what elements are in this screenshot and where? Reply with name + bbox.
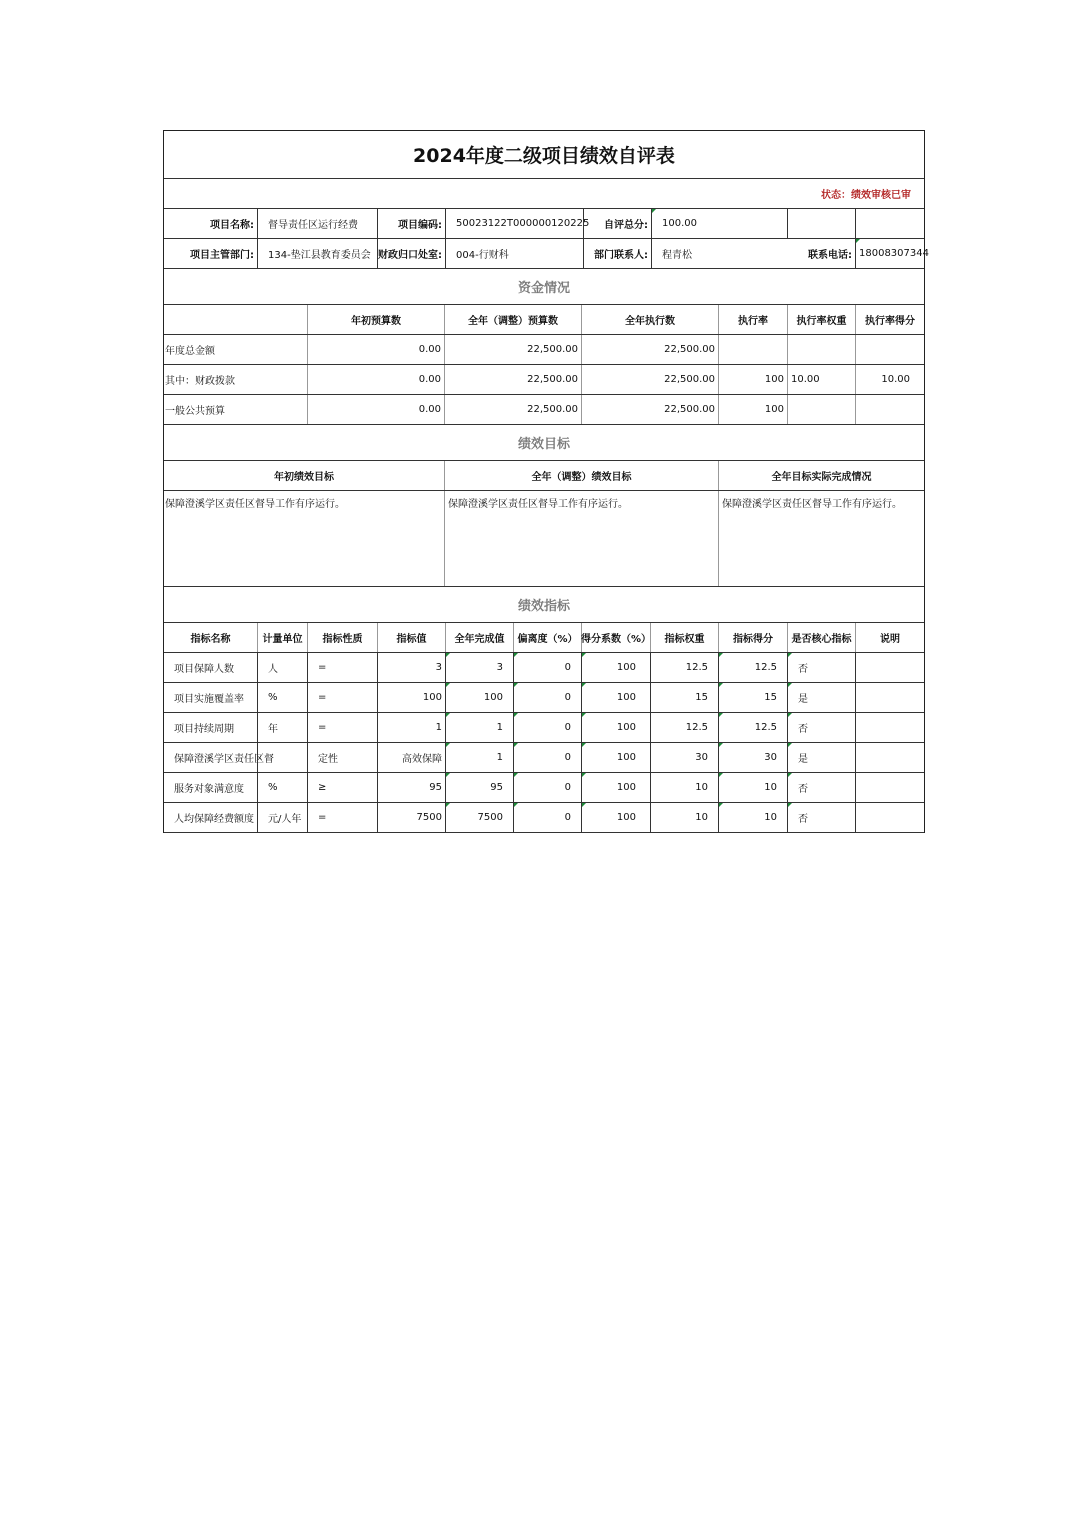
funds-cell — [855, 335, 924, 364]
self-score-label: 自评总分: — [583, 209, 651, 238]
ind-cell: 元/人年 — [257, 803, 307, 832]
ind-cell: 项目实施覆盖率 — [174, 694, 244, 705]
goals-header-0: 年初绩效目标 — [274, 472, 334, 483]
ind-cell: 12.5 — [650, 713, 718, 742]
project-name-value: 督导责任区运行经费 — [257, 209, 377, 238]
goal-initial: 保障澄溪学区责任区督导工作有序运行。 — [165, 499, 345, 510]
ind-header-10: 说明 — [855, 623, 924, 652]
funds-cell: 22,500.00 — [581, 365, 718, 394]
funds-cell: 0.00 — [307, 395, 444, 424]
ind-cell: 是 — [787, 743, 855, 772]
funds-row — [164, 335, 924, 365]
status-row — [164, 179, 924, 209]
ind-cell: = — [307, 713, 377, 742]
ind-cell: 10 — [718, 773, 787, 802]
ind-cell: 高效保障 — [377, 743, 445, 772]
ind-cell — [855, 683, 924, 712]
ind-cell: 0 — [513, 713, 581, 742]
indicator-row — [164, 683, 924, 713]
ind-cell: 30 — [650, 743, 718, 772]
ind-header-1: 计量单位 — [257, 623, 307, 652]
goal-actual: 保障澄溪学区责任区督导工作有序运行。 — [718, 491, 924, 586]
ind-cell: ≥ — [307, 773, 377, 802]
funds-cell: 其中：财政拨款 — [165, 376, 235, 387]
ind-header-5: 偏离度（%） — [513, 623, 581, 652]
ind-cell: % — [257, 683, 307, 712]
ind-cell: = — [307, 683, 377, 712]
ind-cell: 7500 — [377, 803, 445, 832]
ind-header-9: 是否核心指标 — [787, 623, 855, 652]
ind-cell — [855, 653, 924, 682]
funds-cell — [718, 335, 787, 364]
funds-cell: 22,500.00 — [444, 335, 581, 364]
ind-cell: 100 — [581, 683, 650, 712]
goal-adjusted: 保障澄溪学区责任区督导工作有序运行。 — [444, 491, 718, 586]
ind-header-6: 得分系数（%） — [581, 623, 650, 652]
ind-header-4: 全年完成值 — [445, 623, 513, 652]
indicators-section-title: 绩效指标 — [164, 587, 924, 623]
funds-cell: 100 — [718, 365, 787, 394]
ind-cell: 定性 — [307, 743, 377, 772]
ind-cell: 3 — [377, 653, 445, 682]
status-text: 状态：绩效审核已审 — [821, 190, 911, 201]
funds-header-1: 年初预算数 — [307, 305, 444, 334]
contact-label: 部门联系人: — [583, 239, 651, 268]
funds-cell: 年度总金额 — [165, 346, 215, 357]
funds-header-2: 全年（调整）预算数 — [444, 305, 581, 334]
ind-cell: 100 — [581, 713, 650, 742]
ind-cell — [257, 743, 307, 772]
ind-cell: 1 — [445, 743, 513, 772]
funds-section-title: 资金情况 — [164, 269, 924, 305]
ind-cell — [855, 743, 924, 772]
funds-cell: 0.00 — [307, 365, 444, 394]
ind-cell: 人均保障经费额度 — [174, 814, 254, 825]
funds-header-4: 执行率 — [718, 305, 787, 334]
ind-cell — [855, 773, 924, 802]
goals-section-title: 绩效目标 — [164, 425, 924, 461]
ind-cell: 3 — [445, 653, 513, 682]
goals-header-row — [164, 461, 924, 491]
ind-cell: 人 — [257, 653, 307, 682]
ind-cell: 保障澄溪学区责任区督 — [174, 754, 274, 765]
funds-cell: 22,500.00 — [581, 395, 718, 424]
ind-cell: 12.5 — [718, 653, 787, 682]
ind-cell: 否 — [787, 653, 855, 682]
indicators-header-row — [164, 623, 924, 653]
ind-cell: 100 — [377, 683, 445, 712]
funds-cell: 22,500.00 — [444, 395, 581, 424]
ind-cell: 7500 — [445, 803, 513, 832]
info-blank-1 — [787, 209, 855, 238]
ind-cell: 年 — [257, 713, 307, 742]
ind-cell: 否 — [787, 803, 855, 832]
funds-cell: 22,500.00 — [444, 365, 581, 394]
ind-cell: 100 — [581, 743, 650, 772]
ind-cell: 1 — [377, 713, 445, 742]
goals-values-row — [164, 491, 924, 587]
funds-cell — [787, 395, 855, 424]
ind-cell: 否 — [787, 773, 855, 802]
sheet-title: 2024年度二级项目绩效自评表 — [164, 131, 924, 179]
evaluation-sheet — [163, 130, 929, 833]
indicator-row — [164, 743, 924, 773]
ind-cell: 95 — [377, 773, 445, 802]
goals-header-1: 全年（调整）绩效目标 — [444, 461, 718, 490]
project-code-value: 50023122T000000120225 — [445, 209, 583, 238]
ind-cell: 0 — [513, 803, 581, 832]
dept-value: 134-垫江县教育委员会 — [257, 239, 377, 268]
ind-cell: = — [307, 803, 377, 832]
ind-cell — [855, 713, 924, 742]
ind-cell: 10 — [650, 803, 718, 832]
ind-cell: 0 — [513, 773, 581, 802]
ind-cell: 10 — [650, 773, 718, 802]
finance-label: 财政归口处室: — [377, 239, 445, 268]
ind-cell: 12.5 — [650, 653, 718, 682]
ind-cell: 0 — [513, 653, 581, 682]
indicator-row — [164, 713, 924, 743]
funds-cell: 0.00 — [307, 335, 444, 364]
ind-header-0: 指标名称 — [190, 634, 231, 645]
info-row-2 — [164, 239, 929, 269]
funds-cell: 100 — [718, 395, 787, 424]
ind-cell: 100 — [581, 653, 650, 682]
funds-row — [164, 395, 924, 425]
indicator-row — [164, 773, 924, 803]
funds-cell — [787, 335, 855, 364]
ind-cell: 10 — [718, 803, 787, 832]
funds-cell: 一般公共预算 — [165, 406, 225, 417]
ind-cell — [855, 803, 924, 832]
ind-cell: 95 — [445, 773, 513, 802]
ind-cell: = — [307, 653, 377, 682]
ind-header-3: 指标值 — [377, 623, 445, 652]
ind-cell: 项目保障人数 — [174, 664, 234, 675]
ind-cell: 100 — [445, 683, 513, 712]
funds-cell: 22,500.00 — [581, 335, 718, 364]
funds-header-6: 执行率得分 — [855, 305, 924, 334]
contact-value: 程青松 — [651, 239, 787, 268]
indicator-row — [164, 653, 924, 683]
project-code-label: 项目编码: — [377, 209, 445, 238]
ind-cell: 15 — [650, 683, 718, 712]
phone-label: 联系电话: — [808, 250, 852, 261]
ind-cell: 15 — [718, 683, 787, 712]
ind-cell: 否 — [787, 713, 855, 742]
ind-cell: 0 — [513, 683, 581, 712]
ind-header-8: 指标得分 — [718, 623, 787, 652]
finance-value: 004-行财科 — [445, 239, 583, 268]
ind-cell: 100 — [581, 803, 650, 832]
goals-header-2: 全年目标实际完成情况 — [718, 461, 924, 490]
ind-cell: 是 — [787, 683, 855, 712]
funds-header-row — [164, 305, 924, 335]
dept-label: 项目主管部门: — [190, 250, 254, 261]
ind-cell: 12.5 — [718, 713, 787, 742]
funds-row — [164, 365, 924, 395]
phone-value: 18008307344 — [855, 239, 924, 268]
self-score-value: 100.00 — [651, 209, 787, 238]
ind-cell: 100 — [581, 773, 650, 802]
funds-header-5: 执行率权重 — [787, 305, 855, 334]
ind-cell: 项目持续周期 — [174, 724, 234, 735]
indicator-row — [164, 803, 924, 833]
funds-header-0 — [164, 305, 307, 334]
project-name-label: 项目名称: — [210, 220, 254, 231]
ind-cell: 1 — [445, 713, 513, 742]
ind-header-7: 指标权重 — [650, 623, 718, 652]
ind-cell: 服务对象满意度 — [174, 784, 244, 795]
info-blank-2 — [855, 209, 924, 238]
ind-cell: 0 — [513, 743, 581, 772]
funds-header-3: 全年执行数 — [581, 305, 718, 334]
ind-header-2: 指标性质 — [307, 623, 377, 652]
ind-cell: % — [257, 773, 307, 802]
ind-cell: 30 — [718, 743, 787, 772]
funds-cell: 10.00 — [787, 365, 855, 394]
funds-cell: 10.00 — [855, 365, 924, 394]
funds-cell — [855, 395, 924, 424]
info-row-1 — [164, 209, 924, 239]
